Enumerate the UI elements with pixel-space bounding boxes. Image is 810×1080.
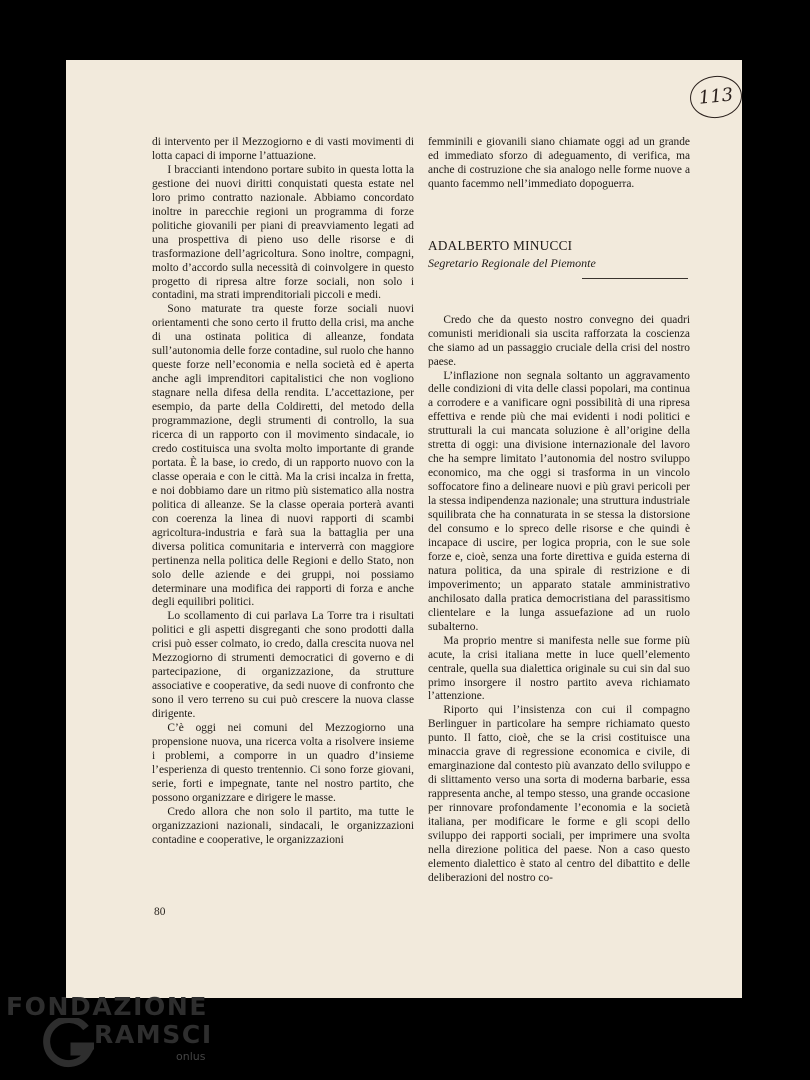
speaker-role: Segretario Regionale del Piemonte — [428, 255, 596, 270]
paragraph: femminili e giovanili siano chiamate oggi ad un grande ed immediato sforzo di adeguamento, di verifica, ma anche di costruzione che sia analogo nelle forme nuove a quanto facemmo nell’immediato dopoguerra. — [428, 136, 690, 190]
paragraph: Credo allora che non solo il partito, ma tutte le organizzazioni nazionali, sindacali, le organizzazioni contadine e cooperative, le organizzazioni — [152, 805, 414, 846]
logo-text-line2: RAMSCI — [94, 1020, 213, 1049]
page-number: 80 — [154, 906, 166, 918]
spacer — [428, 279, 690, 314]
paragraph: Credo che da questo nostro convegno dei quadri comunisti meridionali sia uscita rafforzata la coscienza che siamo ad un passaggio cruciale della crisi del nostro paese. — [428, 313, 690, 368]
right-column — [428, 136, 690, 886]
paragraph: I braccianti intendono portare subito in questa lotta la gestione dei nuovi diritti conquistati questa estate nel loro primo contratto nazionale. Abbiamo concordato inoltre in parecchie regioni un programma di forze politiche giovanili per piani di preavviamento legati ad una prospettiva di pieno uso delle risorse e di trasformazione dell’agricoltura. Sono inoltre, compagni, molto d’accordo sulla necessità di coinvolgere in questo progetto di ripresa altre forze sociali, non solo i contadini, ma strati imprenditoriali piccoli e medi. — [152, 163, 414, 302]
paragraph: C’è oggi nei comuni del Mezzogiorno una propensione nuova, una ricerca volta a risolvere insieme i problemi, a comporre in un quadro d’insieme l’esperienza di questo trentennio. Ci sono forze giovani, serie, forti e impegnate, tante nel nostro partito, che possono organizzare e dirigere le masse. — [152, 722, 414, 804]
left-column — [152, 136, 414, 848]
paragraph: L’inflazione non segnala soltanto un aggravamento delle condizioni di vita delle classi popolari, ma continua a corrodere e a vanificare ogni possibilità di una ripresa effettiva e rende più che mai evidenti i nodi politici e strutturali la cui mancata soluzione è all’origine della stretta di oggi: una divisione internazionale del lavoro che ha sempre limitato l’autonomia del nostro sviluppo economico, ma che oggi si trasforma in un vincolo soffocatore fino a delineare nuovi e più gravi pericoli per la stessa indipendenza nazionale; una struttura industriale squilibrata che ha connaturata in se stessa la distorsione del consumo e lo spreco delle risorse e che quindi è incapace di uscire, per logica propria, con le sue sole forze e, cioè, senza una forte direttiva e guida esterna di natura politica, da una spirale di restrizione e di impoverimento; un apparato statale amministrativo anchilosato dalla pratica democristiana del parassitismo clientelare e la lunga assuefazione ad un ruolo subalterno. — [428, 369, 690, 633]
paragraph: Riporto qui l’insistenza con cui il compagno Berlinguer in particolare ha sempre richiamato questo punto. Il fatto, cioè, che se la crisi costituisce una minaccia grave di regressione economica e civile, di emarginazione dal contesto più avanzato dello sviluppo e di slittamento verso una sorta di moderna barbarie, essa rappresenta anche, al tempo stesso, una grande occasione per rinnovare profondamente l’economia e la società italiana, per modificare le forme e gli scopi dello sviluppo dei rapporti sociali, per imprimere una svolta nella direzione politica del paese. Non a caso questo elemento dialettico è stato al centro del dibattito e delle deliberazioni del nostro co- — [428, 704, 690, 884]
speaker-name: ADALBERTO MINUCCI — [428, 237, 573, 253]
logo-g-icon — [36, 1018, 98, 1068]
logo-text-line1: FONDAZIONE — [6, 992, 209, 1021]
logo-subtext: onlus — [176, 1050, 206, 1063]
fondazione-gramsci-logo — [6, 992, 213, 1072]
archive-number-stamp: 113 — [688, 73, 744, 120]
paragraph: di intervento per il Mezzogiorno e di vasti movimenti di lotta capaci di imporne l’attuazione. — [152, 136, 414, 162]
paragraph: Lo scollamento di cui parlava La Torre tra i risultati politici e gli aspetti disgreganti che sono prodotti dalla crisi può esser colmato, io credo, dalla crescita nuova nel Mezzogiorno di strumenti democratici di governo e di partecipazione, di organizzazione, da strutture associative e cooperative, da sedi nuove di confronto che sono il vero terreno su cui può crescere la nuova classe dirigente. — [152, 610, 414, 721]
paragraph: Sono maturate tra queste forze sociali nuovi orientamenti che sono certo il frutto della crisi, ma anche di una ostinata politica di alleanze, fondata sull’autonomia delle forze contadine, sul ruolo che hanno queste forze nell’economia e nella società ed è aperta anche agli imprenditori capitalistici che non vogliono stagnare nella difesa della rendita. L’accettazione, per esempio, da parte della Coldiretti, del metodo della programmazione, degli strumenti di controllo, la sua ricerca di un rapporto con il movimento sindacale, io credo costituisca una svolta molto importante di grande portata. È la base, io credo, di un rapporto nuovo con la classe operaia e con le città. Ma la crisi incalza in fretta, e noi dobbiamo dare un ritmo più sistematico alla nostra politica di alleanze. Se la classe operaia porterà avanti con coerenza la linea di nuovi rapporti di scambi agricoltura-industria e farà sua la battaglia per una diversa politica comunitaria e interverrà con maggiore pertinenza nella politica delle Regioni e dello Stato, non solo delle aziende e dei gruppi, noi possiamo determinare una modifica dei rapporti di forza e anche degli equilibri politici. — [152, 303, 414, 609]
paragraph: Ma proprio mentre si manifesta nelle sue forme più acute, la crisi italiana mette in luce quell’elemento centrale, quella sua dialettica originale su cui sin dal suo primo insorgere il nostro partito aveva richiamato l’attenzione. — [428, 634, 690, 703]
document-page — [66, 60, 742, 998]
